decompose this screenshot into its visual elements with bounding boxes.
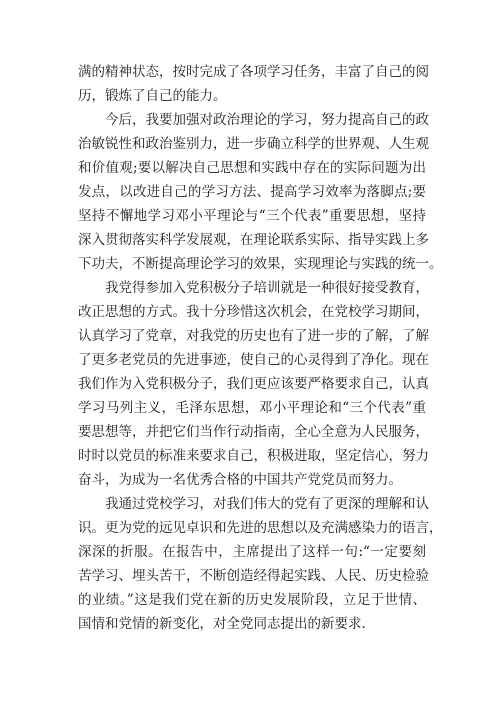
paragraph-4	[78, 492, 443, 636]
paragraph-1	[78, 60, 429, 108]
text-line: 苦学习、埋头苦干，不断创造经得起实践、人民、历史检验	[78, 568, 429, 584]
text-line: 满的精神状态，按时完成了各项学习任务，丰富了自己的阅	[78, 64, 429, 80]
text-line: 要思想等，并把它们当作行动指南，全心全意为人民服务，	[78, 424, 429, 440]
text-line: 下功夫，不断提高理论学习的效果，实现理论与实践的统一。	[78, 256, 443, 272]
text-line: 了更多老党员的先进事迹，使自己的心灵得到了净化。现在	[78, 352, 429, 368]
text-line: 我通过党校学习，对我们伟大的党有了更深的理解和认	[105, 496, 429, 512]
text-line: 改正思想的方式。我十分珍惜这次机会，在党校学习期间，	[78, 304, 429, 320]
text-line: 认真学习了党章，对我党的历史也有了进一步的了解，了解	[78, 328, 429, 344]
text-line: 今后，我要加强对政治理论的学习，努力提高自己的政	[105, 112, 429, 128]
paragraph-2	[78, 108, 443, 276]
text-line: 时时以党员的标准来要求自己，积极进取，坚定信心，努力	[78, 448, 429, 464]
document-page	[78, 60, 443, 636]
text-line: 深入贯彻落实科学发展观，在理论联系实际、指导实践上多	[78, 232, 429, 248]
text-line: 深深的折服。在报告中，主席提出了这样一句:“一定要刻	[78, 544, 426, 560]
text-line: 和价值观;要以解决自己思想和实践中存在的实际问题为出	[78, 160, 426, 176]
text-line: 发点，以改进自己的学习方法、提高学习效率为落脚点;要	[78, 184, 426, 200]
text-line: 我党得参加入党积极分子培训就是一种很好接受教育，	[105, 280, 429, 296]
text-line: 我们作为入党积极分子，我们更应该要严格要求自己，认真	[78, 376, 429, 392]
text-line: 国情和党情的新变化，对全党同志提出的新要求.	[78, 616, 366, 632]
text-line: 的业绩。”这是我们党在新的历史发展阶段，立足于世情、	[78, 592, 426, 608]
text-line: 治敏锐性和政治鉴别力，进一步确立科学的世界观、人生观	[78, 136, 429, 152]
text-line: 识。更为党的远见卓识和先进的思想以及充满感染力的语言，	[78, 520, 443, 536]
text-line: 历，锻炼了自己的能力。	[78, 88, 227, 104]
text-line: 学习马列主义，毛泽东思想，邓小平理论和“三个代表”重	[78, 400, 426, 416]
text-line: 奋斗，为成为一名优秀合格的中国共产党党员而努力。	[78, 472, 402, 488]
text-line: 坚持不懈地学习邓小平理论与“三个代表”重要思想，坚持	[78, 208, 426, 224]
paragraph-3	[78, 276, 429, 492]
